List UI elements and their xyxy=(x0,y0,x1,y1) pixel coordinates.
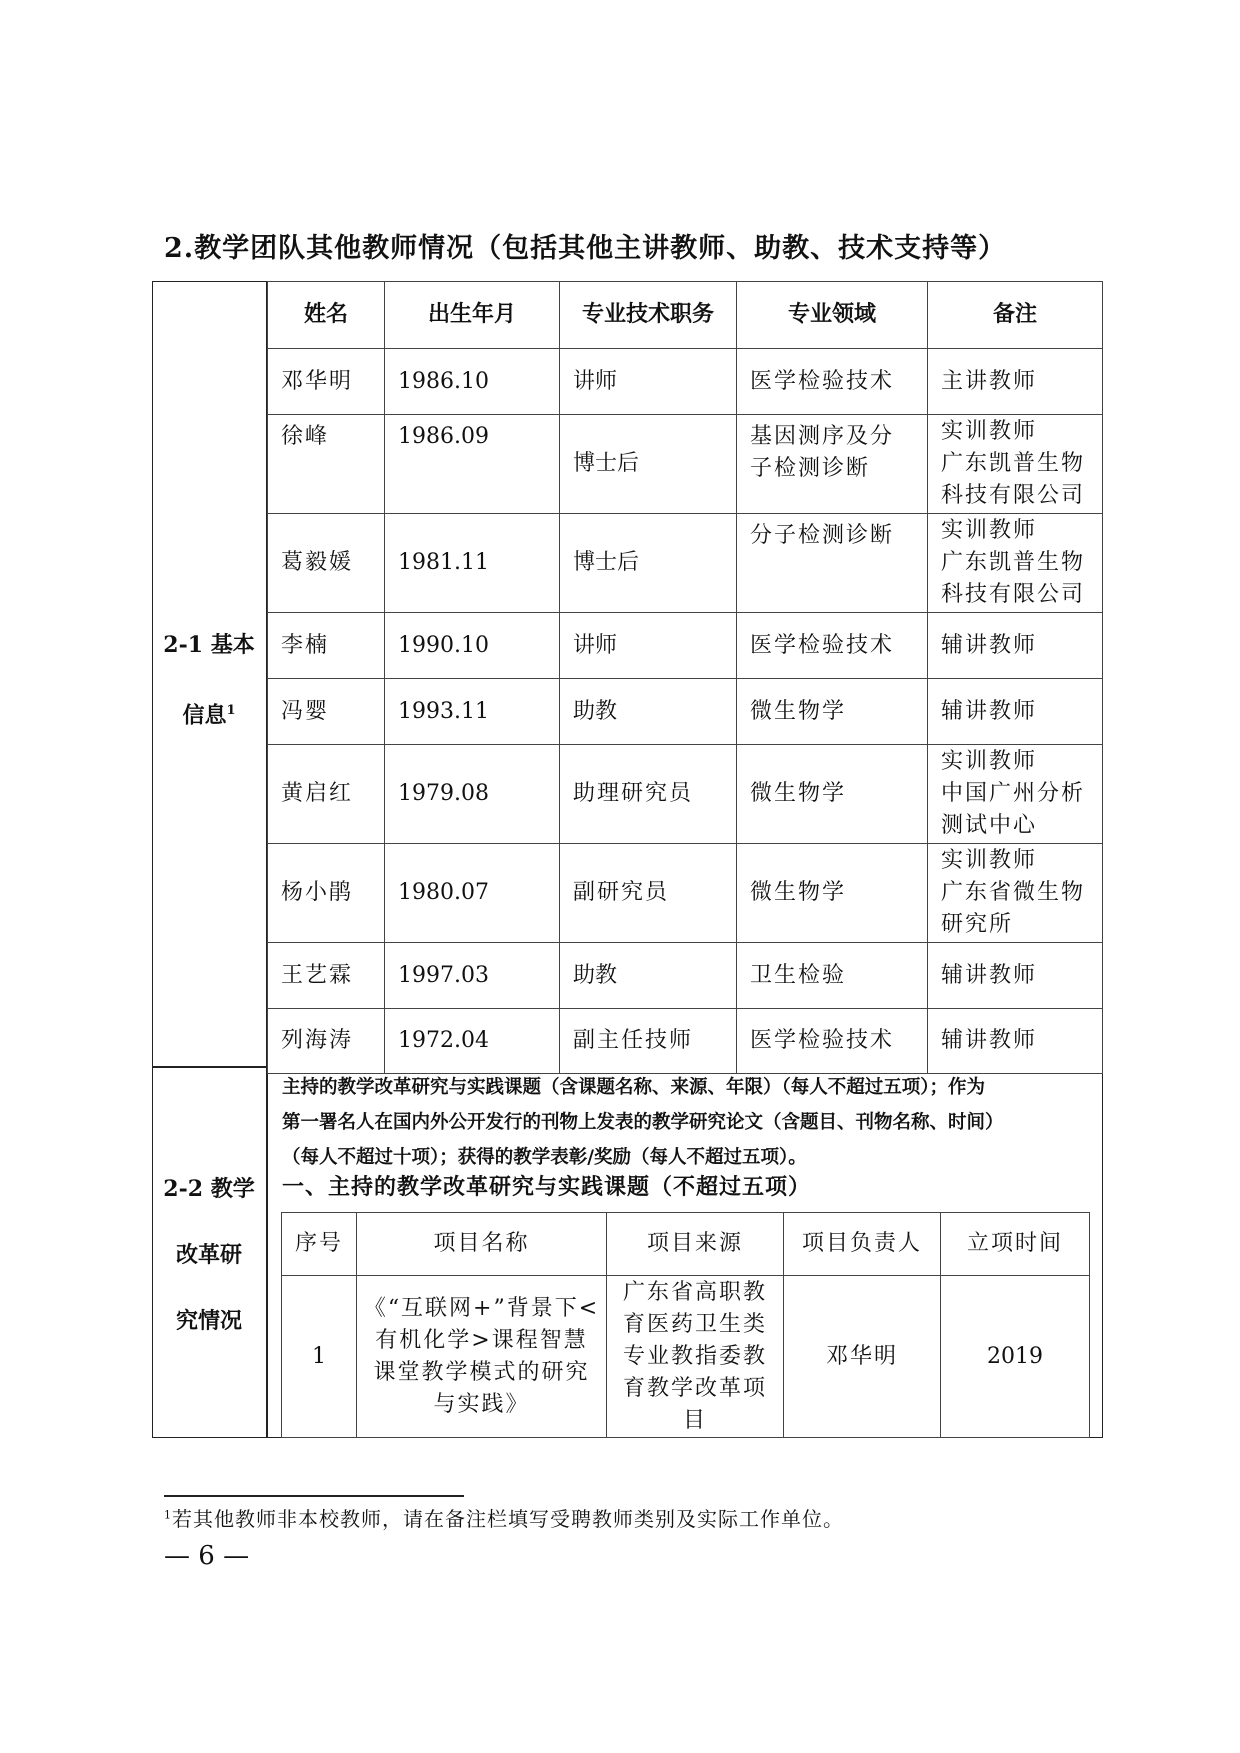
note-line: 辅讲教师 xyxy=(941,632,1038,658)
reform-label-line: 究情况 xyxy=(175,1308,242,1334)
reform-label-line: 改革研 xyxy=(175,1242,242,1268)
side-row-separator xyxy=(152,1066,266,1068)
teacher-birth: 1990.10 xyxy=(385,613,560,679)
teacher-field xyxy=(737,844,928,943)
field-line: 医学检验技术 xyxy=(750,632,895,658)
header-project-year: 立项时间 xyxy=(941,1213,1090,1276)
header-field: 专业领域 xyxy=(737,282,928,349)
note-line: 科技有限公司 xyxy=(941,483,1086,508)
project-source xyxy=(607,1276,784,1438)
teacher-birth: 1986.10 xyxy=(385,349,560,415)
teacher-field xyxy=(737,745,928,844)
table-row xyxy=(268,514,1103,613)
note-line: 辅讲教师 xyxy=(941,962,1038,988)
header-birth: 出生年月 xyxy=(385,282,560,349)
basic-info-label xyxy=(152,612,266,748)
teacher-note xyxy=(928,613,1103,679)
reform-subheading: 一、主持的教学改革研究与实践课题（不超过五项） xyxy=(282,1174,812,1200)
description-line: （每人不超过十项）；获得的教学表彰/奖励（每人不超过五项）。 xyxy=(282,1147,807,1168)
teacher-birth: 1993.11 xyxy=(385,679,560,745)
teacher-field xyxy=(737,514,928,613)
projects-header-row xyxy=(282,1213,1090,1276)
reform-label-line: 2-2 教学 xyxy=(163,1176,255,1202)
field-line: 子检测诊断 xyxy=(750,456,871,481)
teacher-note xyxy=(928,943,1103,1009)
table-row xyxy=(268,943,1103,1009)
teacher-note xyxy=(928,349,1103,415)
table-row xyxy=(268,415,1103,514)
footnote-text: 若其他教师非本校教师，请在备注栏填写受聘教师类别及实际工作单位。 xyxy=(172,1507,844,1531)
project-source-line: 专业教指委教 xyxy=(622,1343,767,1369)
teacher-birth: 1979.08 xyxy=(385,745,560,844)
teacher-rank: 讲师 xyxy=(560,349,737,415)
reform-description xyxy=(282,1070,1102,1175)
table-row xyxy=(268,745,1103,844)
teacher-name: 徐峰 xyxy=(268,415,385,514)
note-line: 广东省微生物 xyxy=(941,880,1086,905)
teacher-note xyxy=(928,1009,1103,1074)
header-note: 备注 xyxy=(928,282,1103,349)
teacher-name: 黄启红 xyxy=(268,745,385,844)
note-line: 研究所 xyxy=(941,912,1014,937)
teacher-note xyxy=(928,415,1103,514)
teacher-field xyxy=(737,349,928,415)
field-line: 微生物学 xyxy=(750,781,847,806)
teacher-birth: 1981.11 xyxy=(385,514,560,613)
project-name xyxy=(357,1276,607,1438)
teacher-name: 杨小鹃 xyxy=(268,844,385,943)
basic-info-label-line2: 信息 xyxy=(182,702,227,729)
project-year: 2019 xyxy=(941,1276,1090,1438)
teacher-birth: 1972.04 xyxy=(385,1009,560,1074)
table-header-row xyxy=(268,282,1103,349)
teacher-rank: 助理研究员 xyxy=(560,745,737,844)
teacher-rank: 助教 xyxy=(560,679,737,745)
teacher-field xyxy=(737,613,928,679)
note-line: 测试中心 xyxy=(941,813,1038,838)
project-name-line: 《“互联网+”背景下< xyxy=(363,1295,600,1321)
teacher-name: 王艺霖 xyxy=(268,943,385,1009)
teacher-note xyxy=(928,844,1103,943)
reform-label xyxy=(152,1156,266,1354)
teacher-name: 李楠 xyxy=(268,613,385,679)
teacher-name: 邓华明 xyxy=(268,349,385,415)
field-line: 微生物学 xyxy=(750,698,847,724)
table-row xyxy=(282,1276,1090,1438)
table-row xyxy=(268,1009,1103,1074)
footnote xyxy=(164,1503,844,1532)
project-no: 1 xyxy=(282,1276,357,1438)
project-leader: 邓华明 xyxy=(784,1276,941,1438)
note-line: 辅讲教师 xyxy=(941,1028,1038,1053)
field-line: 医学检验技术 xyxy=(750,368,895,394)
teacher-field xyxy=(737,679,928,745)
teacher-rank: 助教 xyxy=(560,943,737,1009)
note-line: 实训教师 xyxy=(941,848,1038,873)
teacher-note xyxy=(928,679,1103,745)
note-line: 辅讲教师 xyxy=(941,698,1038,724)
basic-info-label-line1: 2-1 基本 xyxy=(163,632,255,658)
project-name-line: 课堂教学模式的研究 xyxy=(373,1359,590,1385)
teacher-rank: 副研究员 xyxy=(560,844,737,943)
table-row xyxy=(268,679,1103,745)
field-line: 分子检测诊断 xyxy=(750,523,895,548)
project-source-line: 育教学改革项 xyxy=(622,1375,767,1401)
field-line: 基因测序及分 xyxy=(750,424,895,449)
note-line: 中国广州分析 xyxy=(941,781,1086,806)
footnote-ref: 1 xyxy=(226,703,236,718)
field-line: 卫生检验 xyxy=(750,962,847,988)
footnote-mark: 1 xyxy=(164,1508,172,1522)
footnote-divider xyxy=(164,1495,464,1497)
note-line: 广东凯普生物 xyxy=(941,451,1086,476)
header-no: 序号 xyxy=(282,1213,357,1276)
teacher-rank: 博士后 xyxy=(560,514,737,613)
note-line: 实训教师 xyxy=(941,419,1038,444)
teacher-birth: 1980.07 xyxy=(385,844,560,943)
table-row xyxy=(268,844,1103,943)
note-line: 实训教师 xyxy=(941,749,1038,774)
table-row xyxy=(268,613,1103,679)
header-name: 姓名 xyxy=(268,282,385,349)
teacher-note xyxy=(928,745,1103,844)
table-row xyxy=(268,349,1103,415)
note-line: 科技有限公司 xyxy=(941,582,1086,607)
project-source-line: 广东省高职教 xyxy=(622,1279,767,1305)
teacher-note xyxy=(928,514,1103,613)
field-line: 微生物学 xyxy=(750,880,847,905)
teacher-birth: 1997.03 xyxy=(385,943,560,1009)
description-line: 主持的教学改革研究与实践课题（含课题名称、来源、年限）（每人不超过五项）；作为 xyxy=(282,1077,986,1098)
description-line: 第一署名人在国内外公开发行的刊物上发表的教学研究论文（含题目、刊物名称、时间） xyxy=(282,1112,1004,1133)
note-line: 主讲教师 xyxy=(941,368,1038,394)
header-rank: 专业技术职务 xyxy=(560,282,737,349)
project-name-line: 与实践》 xyxy=(433,1391,530,1417)
teacher-rank: 讲师 xyxy=(560,613,737,679)
teacher-birth: 1986.09 xyxy=(385,415,560,514)
project-source-line: 育医药卫生类 xyxy=(622,1311,767,1337)
project-name-line: 有机化学>课程智慧 xyxy=(375,1327,588,1353)
note-line: 广东凯普生物 xyxy=(941,550,1086,575)
teacher-name: 列海涛 xyxy=(268,1009,385,1074)
reform-projects-table xyxy=(281,1212,1090,1438)
field-line: 医学检验技术 xyxy=(750,1028,895,1053)
header-project-leader: 项目负责人 xyxy=(784,1213,941,1276)
teacher-field xyxy=(737,415,928,514)
header-project-source: 项目来源 xyxy=(607,1213,784,1276)
section-title: 2.教学团队其他教师情况（包括其他主讲教师、助教、技术支持等） xyxy=(164,233,1007,264)
teacher-name: 冯婴 xyxy=(268,679,385,745)
teacher-name: 葛毅媛 xyxy=(268,514,385,613)
teacher-field xyxy=(737,1009,928,1074)
teacher-rank: 博士后 xyxy=(560,415,737,514)
teacher-rank: 副主任技师 xyxy=(560,1009,737,1074)
teacher-info-table xyxy=(267,281,1103,1074)
note-line: 实训教师 xyxy=(941,518,1038,543)
teacher-field xyxy=(737,943,928,1009)
project-source-line: 目 xyxy=(682,1407,707,1433)
header-project-name: 项目名称 xyxy=(357,1213,607,1276)
page-number: — 6 — xyxy=(164,1541,250,1571)
